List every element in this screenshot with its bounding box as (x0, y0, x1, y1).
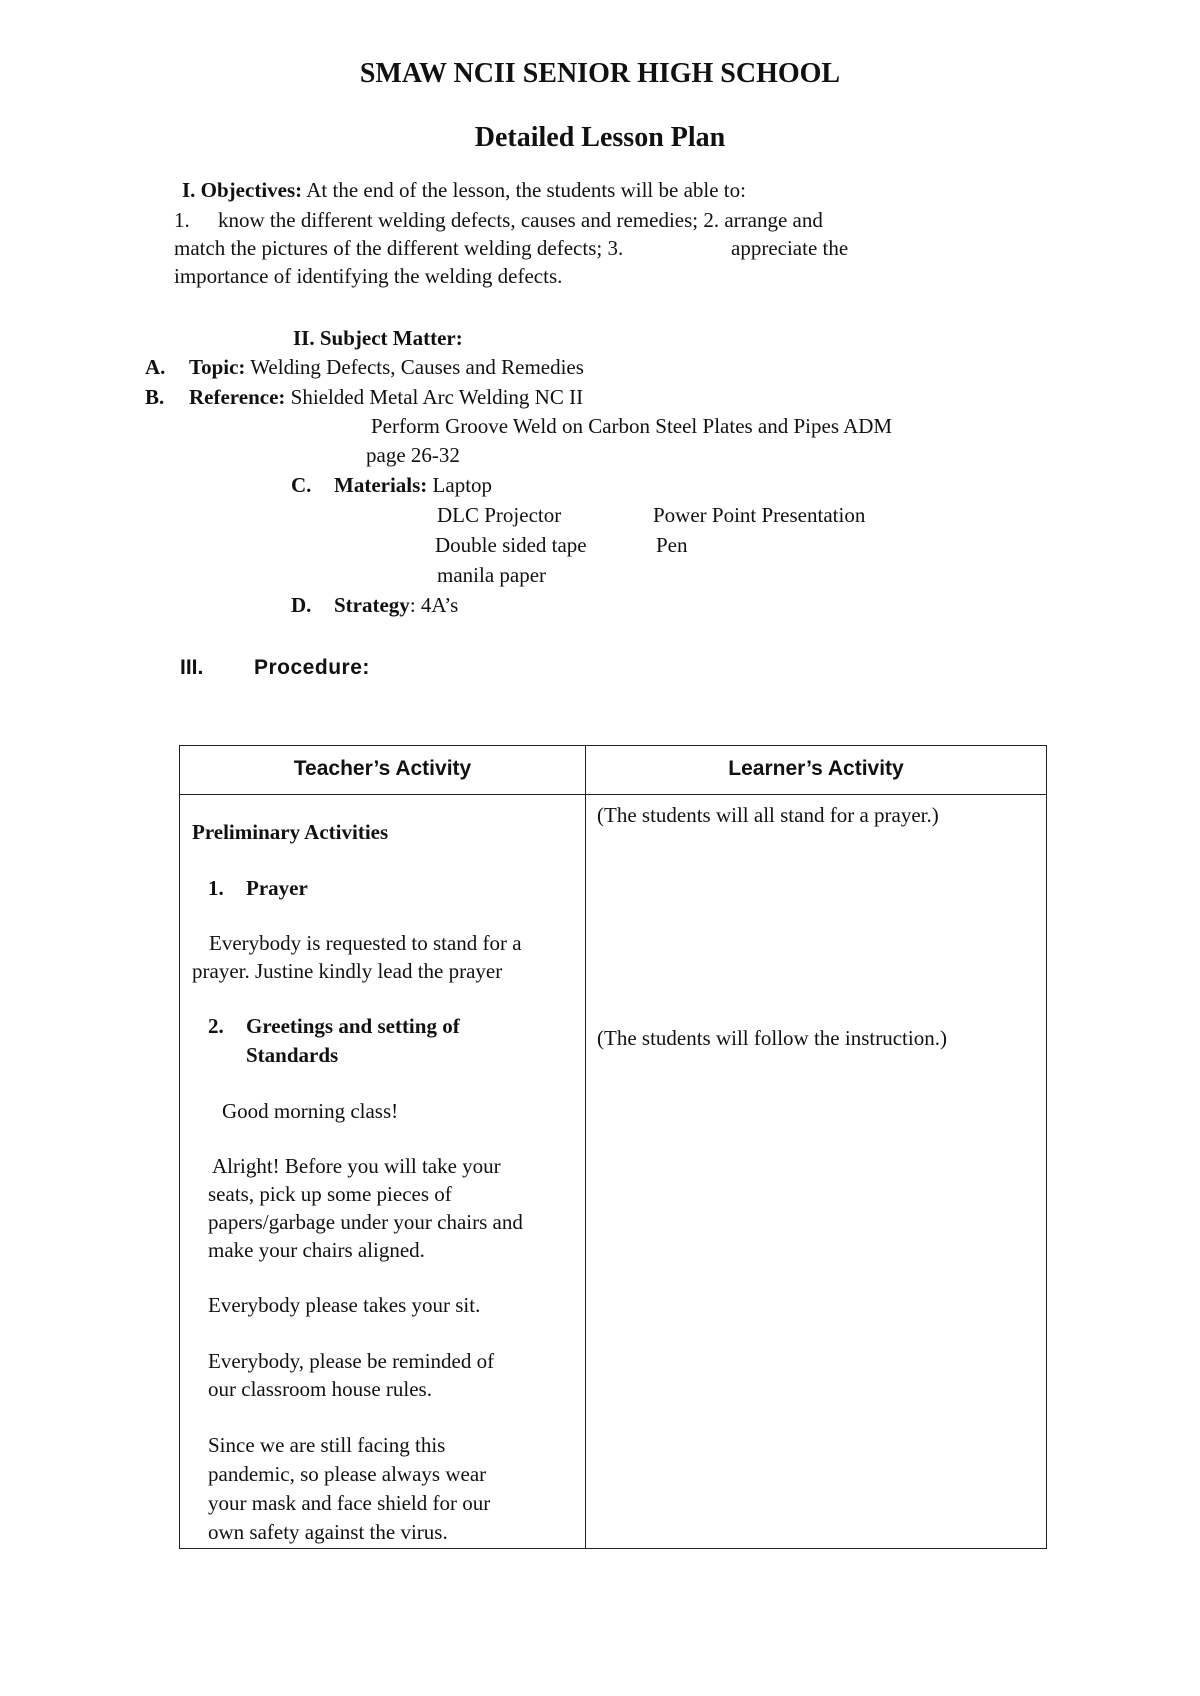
objective-line-1: know the different welding defects, causes and remedies; 2. arrange and (218, 208, 823, 232)
greeting-text: Good morning class! (222, 1099, 399, 1123)
strategy-label: Strategy (334, 593, 410, 617)
safety-line-2: pandemic, so please always wear (208, 1462, 487, 1486)
rules-line-2: our classroom house rules. (208, 1377, 432, 1401)
objective-line-2: match the pictures of the different welding defects; 3. (174, 236, 624, 260)
safety-line-1: Since we are still facing this (208, 1433, 446, 1457)
objectives-heading: I. Objectives: (182, 178, 303, 202)
strategy-line (334, 591, 458, 619)
rules-line-1: Everybody, please be reminded of (208, 1349, 495, 1373)
learner-response-instruction: (The students will follow the instruction.) (597, 1026, 947, 1050)
preliminary-activities-heading: Preliminary Activities (192, 820, 389, 844)
reference-value: Shielded Metal Arc Welding NC II (285, 385, 584, 409)
strategy-letter: D. (291, 593, 312, 617)
material-double-sided-tape: Double sided tape (435, 533, 587, 557)
instruction-line-4: make your chairs aligned. (208, 1238, 425, 1262)
materials-letter: C. (291, 473, 312, 497)
topic-letter: A. (145, 355, 166, 379)
item-1-number: 1. (208, 876, 224, 900)
reference-letter: B. (145, 385, 165, 409)
prayer-line-2: prayer. Justine kindly lead the prayer (192, 959, 503, 983)
item-2-title-line-1: Greetings and setting of (246, 1014, 460, 1038)
instruction-line-1: Alright! Before you will take your (212, 1154, 501, 1178)
item-2-title-line-2: Standards (246, 1043, 339, 1067)
subject-matter-heading: II. Subject Matter: (293, 326, 463, 350)
objective-line-3: importance of identifying the welding defects. (174, 264, 563, 288)
reference-line (189, 383, 583, 411)
topic-line (189, 353, 584, 381)
materials-value: Laptop (427, 473, 493, 497)
materials-line (334, 471, 492, 499)
procedure-roman: III. (180, 656, 204, 679)
sit-instruction: Everybody please takes your sit. (208, 1293, 481, 1317)
material-power-point: Power Point Presentation (653, 503, 866, 527)
objectives-intro: At the end of the lesson, the students will be able to: (302, 178, 746, 202)
materials-label: Materials: (334, 473, 428, 497)
instruction-line-3: papers/garbage under your chairs and (208, 1210, 523, 1234)
item-1-title: Prayer (246, 876, 308, 900)
material-manila-paper: manila paper (437, 563, 547, 587)
prayer-line-1: Everybody is requested to stand for a (209, 931, 522, 955)
objectives-line (182, 176, 746, 204)
procedure-heading: Procedure: (254, 656, 370, 679)
objective-line-2-tail: appreciate the (731, 236, 849, 260)
activity-table (179, 745, 1047, 1549)
header-teacher-activity: Teacher’s Activity (293, 757, 472, 780)
reference-label: Reference: (189, 385, 286, 409)
objective-number: 1. (174, 208, 190, 232)
topic-value: Welding Defects, Causes and Remedies (245, 355, 584, 379)
material-dlc-projector: DLC Projector (437, 503, 562, 527)
table-column-divider (585, 746, 586, 1548)
lesson-plan-title: Detailed Lesson Plan (474, 122, 726, 153)
school-title: SMAW NCII SENIOR HIGH SCHOOL (359, 58, 841, 89)
reference-line-3: page 26-32 (366, 443, 460, 467)
topic-label: Topic: (189, 355, 246, 379)
safety-line-3: your mask and face shield for our (208, 1491, 491, 1515)
table-header-divider (180, 794, 1046, 795)
strategy-value: : 4A’s (409, 593, 459, 617)
instruction-line-2: seats, pick up some pieces of (208, 1182, 452, 1206)
material-pen: Pen (656, 533, 688, 557)
learner-response-prayer: (The students will all stand for a prayer.) (597, 803, 939, 827)
safety-line-4: own safety against the virus. (208, 1520, 448, 1544)
item-2-number: 2. (208, 1014, 224, 1038)
reference-line-2: Perform Groove Weld on Carbon Steel Plates and Pipes ADM (371, 414, 893, 438)
header-learner-activity: Learner’s Activity (728, 757, 904, 780)
